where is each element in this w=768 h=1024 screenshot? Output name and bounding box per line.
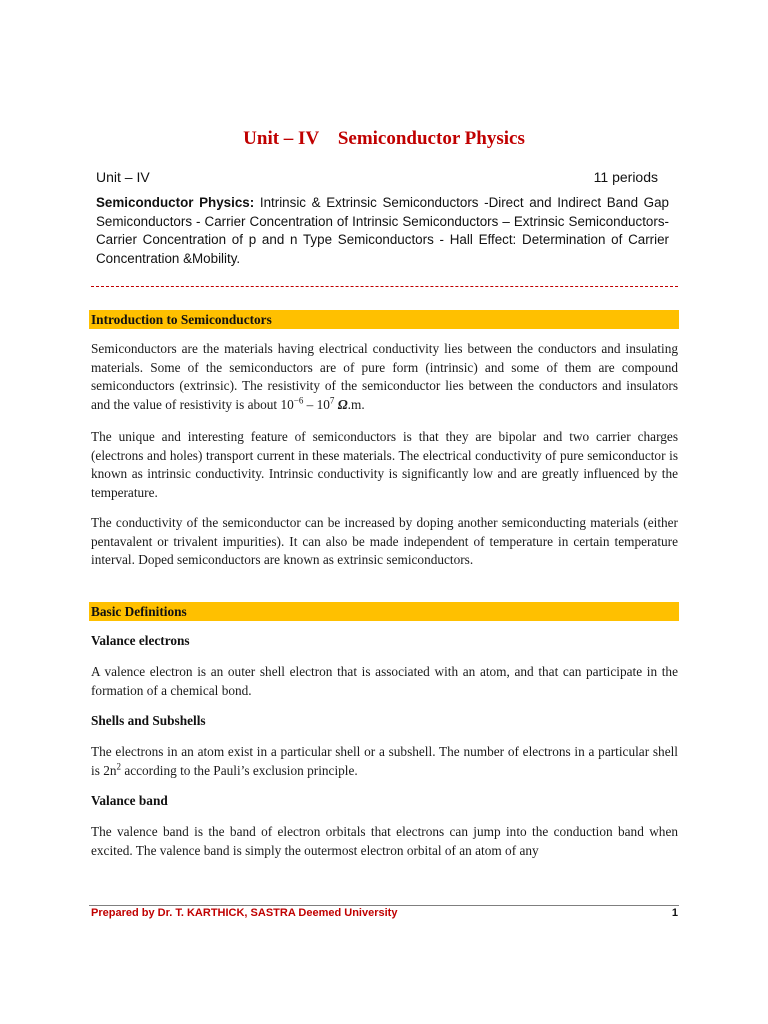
syllabus-topic-label: Semiconductor Physics: xyxy=(96,195,255,210)
dashed-separator xyxy=(91,286,678,287)
resistivity-exp-low: −6 xyxy=(293,395,304,406)
intro-p1-end: .m. xyxy=(347,396,365,412)
intro-paragraph-1 xyxy=(91,340,678,414)
syllabus-unit: Unit – IV xyxy=(96,169,150,185)
valance-electrons-text: A valence electron is an outer shell electron that is associated with an atom, and that can participate in the formation of a chemical bond. xyxy=(91,664,678,698)
footer-rule xyxy=(89,905,679,906)
subheading-valance-electrons: Valance electrons xyxy=(91,633,190,648)
shells-text-a: The electrons in an atom exist in a particular shell or a subshell. The number of electrons in a particular shell is 2n xyxy=(91,744,678,778)
intro-paragraph-3: The conductivity of the semiconductor can be increased by doping another semiconducting materials (either pentavalent or trivalent impurities). It can also be made independent of temperature in certain temperature interval. Doped semiconductors are known as extrinsic semiconductors. xyxy=(91,515,678,568)
intro-p1-mid: – 10 xyxy=(303,396,330,412)
syllabus-periods: 11 periods xyxy=(593,169,658,185)
shells-text xyxy=(91,743,678,780)
intro-paragraph-2: The unique and interesting feature of semiconductors is that they are bipolar and two carrier charges (electrons and holes) transport current in these materials. The electrical conductivity of pure semiconductor is known as intrinsic conductivity. Intrinsic conductivity is significantly low and are greatly influenced by the temperature. xyxy=(91,429,678,500)
syllabus-topic-list: Intrinsic & Extrinsic Semiconductors -Direct and Indirect Band Gap Semiconductors - Carrier Concentration of Intrinsic Semiconductors – Extrinsic Semiconductors- Carrier Concentration of p and n Type Semiconductors - Hall Effect: Determination of Carrier Concentration &Mobility. xyxy=(96,195,669,267)
valance-band-text: The valence band is the band of electron orbitals that electrons can jump into the conduction band when excited. The valence band is simply the outermost electron orbital of an atom of any xyxy=(91,824,678,858)
subheading-valance-band: Valance band xyxy=(91,793,168,808)
page-number: 1 xyxy=(671,907,678,919)
syllabus-header xyxy=(96,169,658,185)
section-heading-introduction: Introduction to Semiconductors xyxy=(89,310,679,329)
resistivity-exp-high: 7 xyxy=(329,395,335,406)
footer-prepared-by: Prepared by Dr. T. KARTHICK, SASTRA Deemed University xyxy=(91,907,398,919)
syllabus-topics xyxy=(96,194,669,269)
shells-superscript: 2 xyxy=(116,761,121,772)
subheading-shells: Shells and Subshells xyxy=(91,713,206,728)
shells-text-b: according to the Pauli’s exclusion principle. xyxy=(121,762,358,778)
intro-p1-text: Semiconductors are the materials having electrical conductivity lies between the conductors and insulating materials. Some of the semiconductors are of pure form (intrinsic) and some of them are compound semiconductors (extrinsic). The resistivity of the semiconductor lies between the conductors and insulators and the value of resistivity is about 10 xyxy=(91,341,678,412)
ohm-symbol: Ω xyxy=(334,396,348,412)
page-title: Unit – IV Semiconductor Physics xyxy=(243,128,525,149)
section-heading-basic-definitions: Basic Definitions xyxy=(89,602,679,621)
